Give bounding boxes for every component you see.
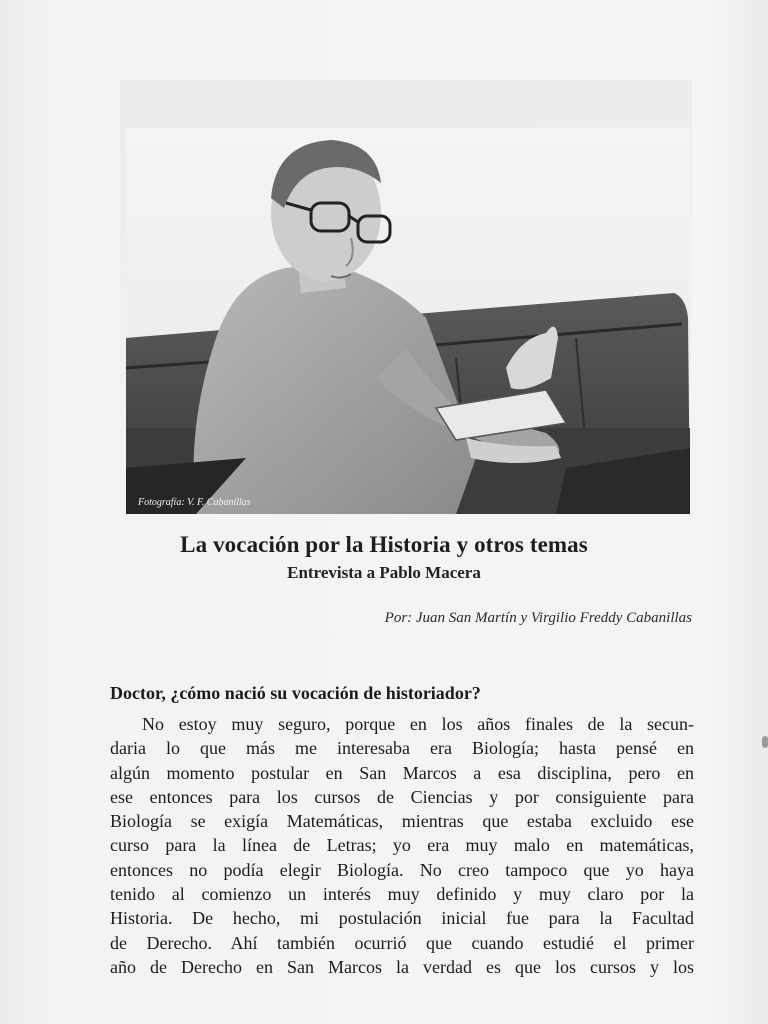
body-line: Historia. De hecho, mi postulación inicial fue para la Facultad (110, 908, 694, 929)
body-line: daria lo que más me interesaba era Biología; hasta pensé en (110, 738, 694, 759)
article-authors: Por: Juan San Martín y Virgilio Freddy Cabanillas (384, 610, 692, 626)
body-line: entonces no podía elegir Biología. No creo tampoco que yo haya (110, 859, 694, 880)
body-line: tenido al comienzo un interés muy definido y muy claro por la (110, 884, 694, 905)
interview-question: Doctor, ¿cómo nació su vocación de historiador? (110, 683, 481, 703)
article-title: La vocación por la Historia y otros temas (180, 532, 588, 557)
body-line: de Derecho. Ahí también ocurrió que cuando estudié el primer (110, 932, 694, 953)
article-subtitle: Entrevista a Pablo Macera (287, 563, 481, 582)
photo-credit: Fotografía: V. F. Cabanillas (138, 497, 251, 508)
scan-speck (762, 736, 768, 748)
portrait-photo (126, 128, 690, 514)
body-line: ese entonces para los cursos de Ciencias y por consiguiente para (110, 786, 694, 807)
body-line: No estoy muy seguro, porque en los años finales de la secun- (142, 714, 694, 734)
article-body (110, 712, 694, 979)
photo-portrait-icon (126, 128, 690, 514)
body-line: Biología se exigía Matemáticas, mientras que estaba excluido ese (110, 811, 694, 832)
body-line: curso para la línea de Letras; yo era muy malo en matemáticas, (110, 835, 694, 856)
body-line: algún momento postular en San Marcos a esa disciplina, pero en (110, 762, 694, 783)
body-line: año de Derecho en San Marcos la verdad es que los cursos y los (110, 956, 694, 977)
